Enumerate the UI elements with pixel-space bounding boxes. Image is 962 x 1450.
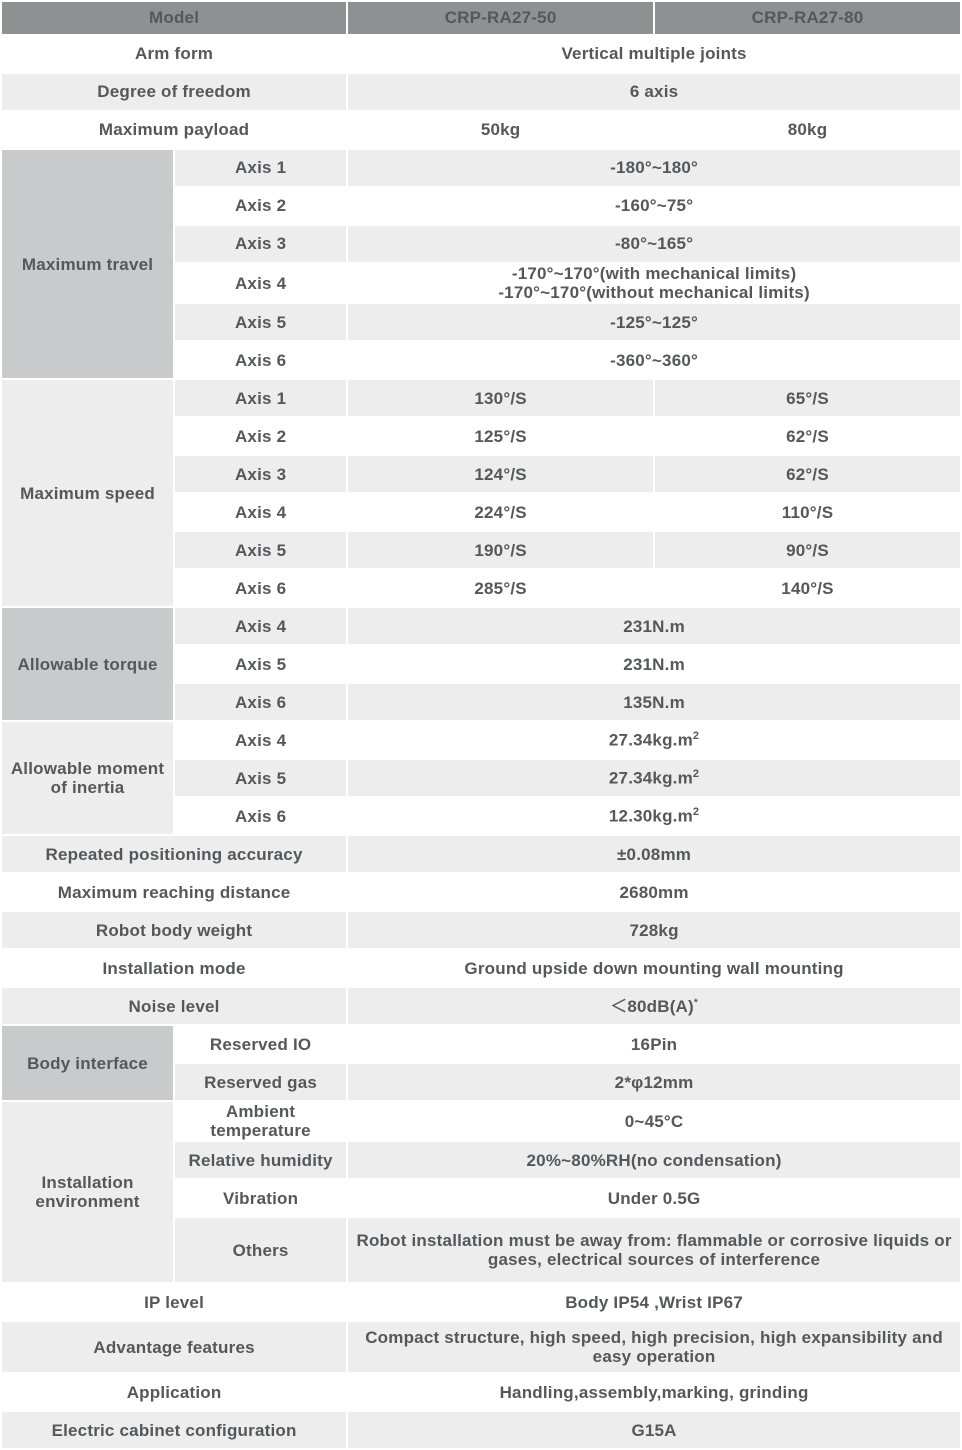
table-row (1, 873, 961, 911)
label-installation-mode: Installation mode (1, 949, 347, 987)
label-ambient-temperature: Ambient temperature (174, 1101, 347, 1141)
label-travel-axis-6: Axis 6 (174, 341, 347, 379)
label-relative-humidity: Relative humidity (174, 1141, 347, 1179)
label-moment-axis-5: Axis 5 (174, 759, 347, 797)
table-row (1, 835, 961, 873)
value-reserved-io: 16Pin (347, 1025, 961, 1063)
value-advantage-features: Compact structure, high speed, high precision, high expansibility and easy operation (347, 1321, 961, 1373)
label-torque-axis-4: Axis 4 (174, 607, 347, 645)
value-torque-axis-6: 135N.m (347, 683, 961, 721)
value-installation-mode: Ground upside down mounting wall mounting (347, 949, 961, 987)
table-row (1, 1283, 961, 1321)
value-max-reach: 2680mm (347, 873, 961, 911)
label-max-reach: Maximum reaching distance (1, 873, 347, 911)
label-degree-of-freedom: Degree of freedom (1, 73, 347, 111)
value-moment-axis-4 (347, 721, 961, 759)
label-body-weight: Robot body weight (1, 911, 347, 949)
value-speed-axis-3-50: 124°/S (347, 455, 654, 493)
value-noise-level (347, 987, 961, 1025)
label-speed-axis-4: Axis 4 (174, 493, 347, 531)
label-arm-form: Arm form (1, 35, 347, 73)
label-cabinet-config: Electric cabinet configuration (1, 1411, 347, 1449)
label-travel-axis-3: Axis 3 (174, 225, 347, 263)
value-ambient-temperature: 0~45°C (347, 1101, 961, 1141)
value-moment-axis-6-exp: 2 (692, 806, 700, 819)
value-travel-axis-3: -80°~165° (347, 225, 961, 263)
value-speed-axis-5-80: 90°/S (654, 531, 961, 569)
table-row (1, 607, 961, 645)
value-moment-axis-4-text: 27.34kg.m (608, 730, 693, 750)
table-header-row (1, 1, 961, 35)
table-row (1, 111, 961, 149)
table-row (1, 35, 961, 73)
value-others: Robot installation must be away from: flammable or corrosive liquids or gases, electrical sources of interference (347, 1217, 961, 1283)
label-speed-axis-5: Axis 5 (174, 531, 347, 569)
header-model-2: CRP-RA27-80 (654, 1, 961, 35)
value-vibration: Under 0.5G (347, 1179, 961, 1217)
value-speed-axis-2-50: 125°/S (347, 417, 654, 455)
value-torque-axis-5: 231N.m (347, 645, 961, 683)
value-noise-sup: * (693, 996, 698, 1008)
value-noise-text: ＜80dB(A) (610, 996, 694, 1016)
value-speed-axis-1-50: 130°/S (347, 379, 654, 417)
label-travel-axis-5: Axis 5 (174, 303, 347, 341)
table-row (1, 73, 961, 111)
label-others: Others (174, 1217, 347, 1283)
value-speed-axis-1-80: 65°/S (654, 379, 961, 417)
value-torque-axis-4: 231N.m (347, 607, 961, 645)
group-allowable-torque: Allowable torque (1, 607, 174, 721)
label-travel-axis-2: Axis 2 (174, 187, 347, 225)
value-travel-axis-4 (347, 263, 961, 303)
table-row (1, 1411, 961, 1449)
label-travel-axis-4: Axis 4 (174, 263, 347, 303)
label-torque-axis-5: Axis 5 (174, 645, 347, 683)
value-travel-axis-2: -160°~75° (347, 187, 961, 225)
value-travel-axis-6: -360°~360° (347, 341, 961, 379)
value-moment-axis-5 (347, 759, 961, 797)
header-model: Model (1, 1, 347, 35)
group-allowable-moment: Allowable moment of inertia (1, 721, 174, 835)
value-arm-form: Vertical multiple joints (347, 35, 961, 73)
label-repeated-accuracy: Repeated positioning accuracy (1, 835, 347, 873)
value-travel-axis-4-line1: -170°~170°(with mechanical limits) (511, 264, 797, 283)
value-speed-axis-4-50: 224°/S (347, 493, 654, 531)
table-row (1, 1373, 961, 1411)
label-speed-axis-1: Axis 1 (174, 379, 347, 417)
label-reserved-gas: Reserved gas (174, 1063, 347, 1101)
value-application: Handling,assembly,marking, grinding (347, 1373, 961, 1411)
value-travel-axis-4-line2: -170°~170°(without mechanical limits) (498, 283, 810, 303)
table-row (1, 1025, 961, 1063)
value-payload-50: 50kg (347, 111, 654, 149)
label-ip-level: IP level (1, 1283, 347, 1321)
label-torque-axis-6: Axis 6 (174, 683, 347, 721)
value-moment-axis-4-exp: 2 (692, 730, 700, 743)
value-ip-level: Body IP54 ,Wrist IP67 (347, 1283, 961, 1321)
label-speed-axis-3: Axis 3 (174, 455, 347, 493)
value-moment-axis-5-text: 27.34kg.m (608, 768, 693, 788)
value-speed-axis-6-80: 140°/S (654, 569, 961, 607)
value-payload-80: 80kg (654, 111, 961, 149)
label-vibration: Vibration (174, 1179, 347, 1217)
value-moment-axis-6 (347, 797, 961, 835)
label-maximum-payload: Maximum payload (1, 111, 347, 149)
value-speed-axis-3-80: 62°/S (654, 455, 961, 493)
label-travel-axis-1: Axis 1 (174, 149, 347, 187)
value-moment-axis-5-exp: 2 (692, 768, 700, 781)
label-speed-axis-6: Axis 6 (174, 569, 347, 607)
value-body-weight: 728kg (347, 911, 961, 949)
table-row (1, 379, 961, 417)
value-reserved-gas: 2*φ12mm (347, 1063, 961, 1101)
value-relative-humidity: 20%~80%RH(no condensation) (347, 1141, 961, 1179)
label-reserved-io: Reserved IO (174, 1025, 347, 1063)
label-application: Application (1, 1373, 347, 1411)
label-noise-level: Noise level (1, 987, 347, 1025)
value-travel-axis-5: -125°~125° (347, 303, 961, 341)
table-row (1, 1321, 961, 1373)
value-speed-axis-6-50: 285°/S (347, 569, 654, 607)
table-row (1, 1101, 961, 1141)
value-repeated-accuracy: ±0.08mm (347, 835, 961, 873)
value-speed-axis-4-80: 110°/S (654, 493, 961, 531)
label-speed-axis-2: Axis 2 (174, 417, 347, 455)
table-row (1, 149, 961, 187)
value-travel-axis-1: -180°~180° (347, 149, 961, 187)
value-speed-axis-2-80: 62°/S (654, 417, 961, 455)
label-moment-axis-4: Axis 4 (174, 721, 347, 759)
group-installation-environment: Installation environment (1, 1101, 174, 1283)
table-row (1, 721, 961, 759)
label-moment-axis-6: Axis 6 (174, 797, 347, 835)
table-row (1, 987, 961, 1025)
value-speed-axis-5-50: 190°/S (347, 531, 654, 569)
table-row (1, 949, 961, 987)
value-moment-axis-6-text: 12.30kg.m (608, 806, 693, 826)
value-degree-of-freedom: 6 axis (347, 73, 961, 111)
table-row (1, 911, 961, 949)
label-advantage-features: Advantage features (1, 1321, 347, 1373)
group-maximum-travel: Maximum travel (1, 149, 174, 379)
group-body-interface: Body interface (1, 1025, 174, 1101)
group-maximum-speed: Maximum speed (1, 379, 174, 607)
header-model-1: CRP-RA27-50 (347, 1, 654, 35)
value-cabinet-config: G15A (347, 1411, 961, 1449)
